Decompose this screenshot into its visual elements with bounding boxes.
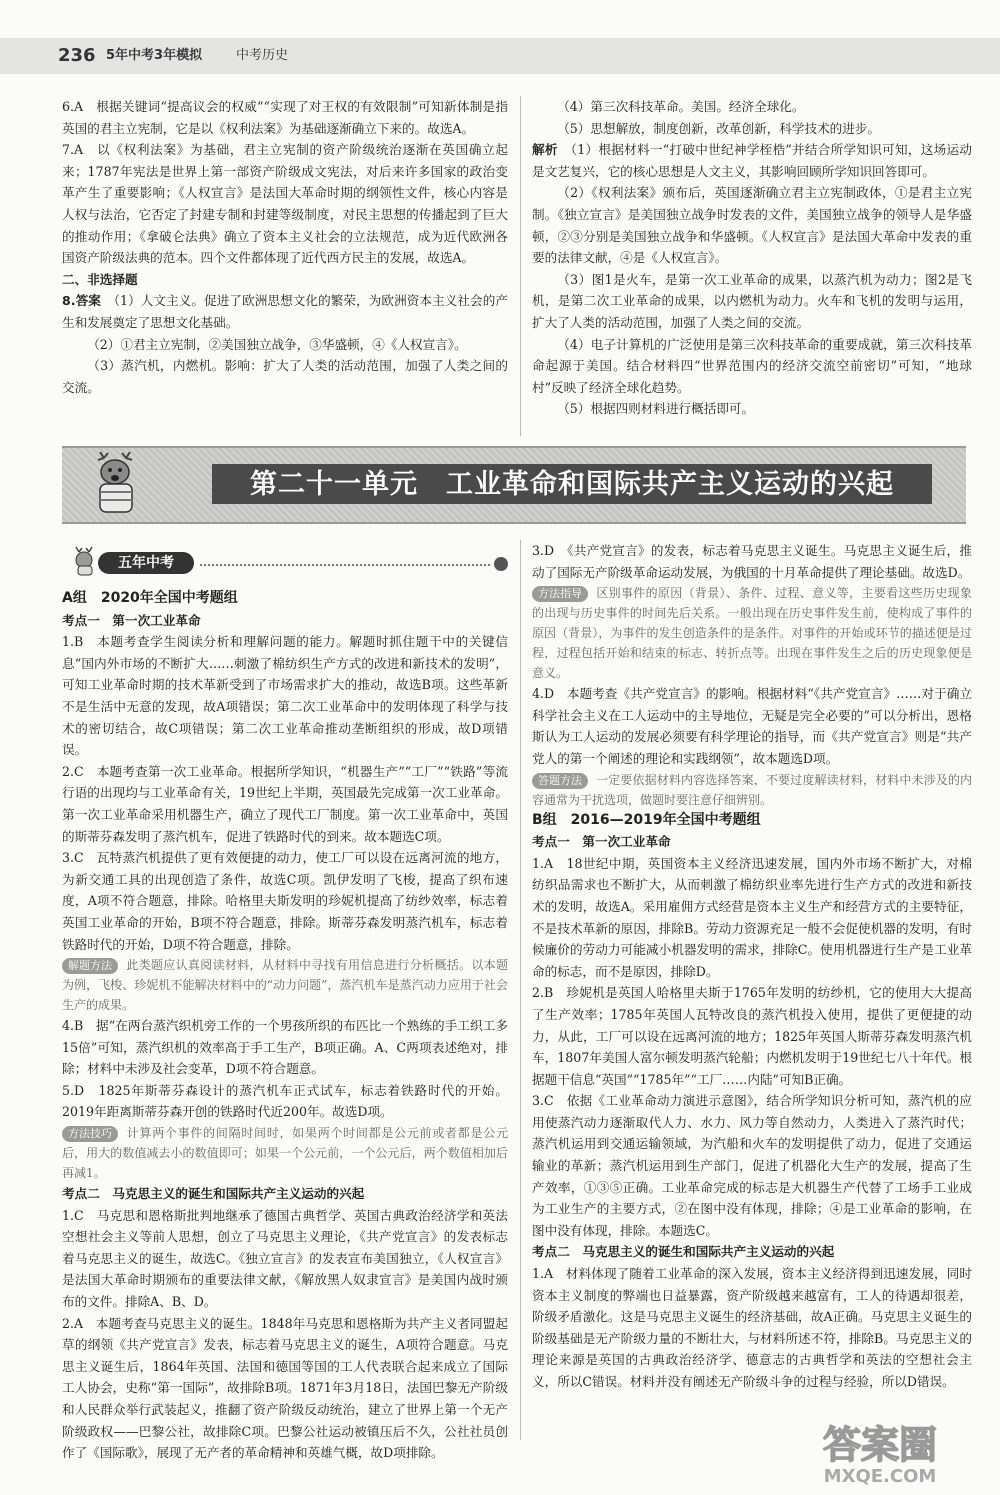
tip-box — [62, 1123, 508, 1183]
question-item: 4.D 本题考查《共产党宣言》的影响。根据材料“《共产党宣言》……对于确立科学社会主义在工人运动中的主导地位，无疑是完全必要的”可以分析出，恩格斯认为工人运动的发展必须要有科学理论的指导，而《共产党宣言》则是“共产党人的第一个阐述的理论和实践纲领”，故本题选D项。 — [532, 686, 972, 766]
top-left-column — [62, 96, 508, 398]
column-divider — [520, 540, 521, 1440]
five-year-label: 五年中考 — [118, 555, 174, 571]
q8-label: 8.答案 — [62, 293, 101, 309]
question-item: 2.C 本题考查第一次工业革命。根据所学知识，“机器生产”“工厂”“铁路”等流行语的出现均与工业革命有关，19世纪上半期，英国最先完成第一次工业革命。第一次工业革命采用机器生产，确立了现代工厂制度。第一次工业革命中，英国的斯蒂芬森发明了蒸汽机车，促进了铁路时代的到来。故本题选C项。 — [62, 763, 508, 844]
tip-badge: 解题方法 — [62, 958, 118, 974]
subject-label: 中考历史 — [236, 48, 289, 63]
question-item: 1.A 材料体现了随着工业革命的深入发展，资本主义经济得到迅速发展，同时资本主义制度的弊端也日益暴露，资产阶级越来越富有，工人的待遇却很差，阶级矛盾激化。这是马克思主义诞生的经济基础，故A正确。马克思主义诞生的阶级基础是无产阶级力量的不断壮大，与材料所述不符，排除B。马克思主义的理论来源是英国的古典政治经济学、德意志的古典哲学和英法的空想社会主义，所以C错误。材料并没有阐述无产阶级斗争的过程与经验，所以D错误。 — [532, 1266, 972, 1389]
exam-point-1: 考点一 第一次工业革命 — [532, 834, 671, 850]
question-item: 2.B 珍妮机是英国人哈格里夫斯于1765年发明的纺纱机，它的使用大大提高了生产效率；1785年英国人瓦特改良的蒸汽机投入使用，提供了更便捷的动力，从此，工厂可以设在远离河流的地方；1825年英国人斯蒂芬森发明蒸汽机车，1807年美国人富尔顿发明蒸汽轮船；内燃机发明于19世纪七八十年代。根据题干信息“英国”“1785年”“工厂……内陆”可知B正确。 — [532, 985, 972, 1087]
analysis-line: （1）根据材料一“打破中世纪神学桎梏”并结合所学知识可知，这场运动是文艺复兴，它的核心思想是人文主义，其影响回顾所学知识回答即可。 — [532, 142, 972, 179]
rule-end-dot — [494, 557, 508, 571]
group-title-b: B组 2016—2019年全国中考题组 — [532, 811, 761, 828]
q8-line — [62, 290, 508, 333]
exam-point-1: 考点一 第一次工业革命 — [62, 612, 201, 628]
tip-badge: 方法指导 — [532, 586, 588, 602]
question-item: 2.A 本题考查马克思主义的诞生。1848年马克思和恩格斯为共产主义者同盟起草的纲领《共产党宣言》发表，标志着马克思主义的诞生，A项符合题意。马克思主义诞生后，1864年英国、法国和德国等国的工人代表联合起来成立了国际工人协会，史称“第一国际”，故排除B项。1871年3月18日，法国巴黎无产阶级和人民群众举行武装起义，推翻了资产阶级反动统治，建立了世界上第一个无产阶级政权——巴黎公社，故排除C项。巴黎公社运动被镇压后不久，公社社员创作了《国际歌》，展现了无产者的革命精神和英雄气概，故D项排除。 — [62, 1315, 508, 1461]
exam-point-2: 考点二 马克思主义的诞生和国际共产主义运动的兴起 — [532, 1244, 835, 1260]
question-item: 3.D 《共产党宣言》的发表，标志着马克思主义诞生。马克思主义诞生后，推动了国际无产阶级革命运动发展，为俄国的十月革命提供了理论基础。故选D。 — [532, 543, 972, 580]
tip-badge: 方法技巧 — [62, 1126, 118, 1142]
analysis-label: 解析 — [532, 142, 558, 158]
tip-text: 一定要依据材料内容选择答案，不要过度解读材料，材料中未涉及的内容通常为干扰选项，做题时要注意仔细辨别。 — [532, 772, 972, 807]
q8-line-3: （3）蒸汽机，内燃机。影响：扩大了人类的活动范围，加强了人类之间的交流。 — [62, 358, 508, 395]
answer-item: 7.A 以《权利法案》为基础，君主立宪制的资产阶级统治逐渐在英国确立起来；1787年宪法是世界上第一部资产阶级成文宪法，对后来许多国家的政治变革产生了重要影响；《人权宣言》是法国大革命时期的纲领性文件，核心内容是人权与法治，它否定了封建专制和封建等级制度，对民主思想的传播起到了巨大的推动作用；《拿破仑法典》确立了资本主义社会的立法规范，成为近代欧洲各国资产阶级法典的范本。四个文件都体现了近代西方民主的发展，故选A。 — [62, 142, 508, 266]
watermark-logo — [770, 1418, 990, 1488]
tip-box — [532, 583, 972, 683]
unit-banner — [62, 446, 966, 524]
exam-point-2: 考点二 马克思主义的诞生和国际共产主义运动的兴起 — [62, 1186, 365, 1202]
section-heading: 二、非选择题 — [62, 271, 138, 287]
deer-mascot-icon — [82, 452, 162, 518]
deer-small-icon — [70, 546, 100, 576]
five-year-banner — [70, 546, 510, 576]
bottom-left-column — [62, 588, 508, 1464]
dotted-rule — [200, 564, 490, 566]
question-item: 3.C 依据《工业革命动力演进示意图》，结合所学知识分析可知，蒸汽机的应用使蒸汽动力逐渐取代人力、水力、风力等自然动力，人类进入了蒸汽时代；蒸汽机运用到交通运输领域，为汽船和火车的发明提供了动力，促进了交通运输业的革新；蒸汽机运用到生产部门，促进了机器化大生产的发展，提高了生产效率，①③⑤正确。工业革命完成的标志是大机器生产代替了工场手工业成为工业生产的主要方式，②在图中没有体现，排除；④是工业革命的影响，在图中没有体现，排除。本题选C。 — [532, 1093, 972, 1238]
question-item: 3.C 瓦特蒸汽机提供了更有效便捷的动力，使工厂可以设在远离河流的地方，为新交通工具的出现创造了条件，故选C项。凯伊发明了飞梭，提高了织布速度，A项不符合题意，排除。哈格里夫斯发明的珍妮机提高了纺纱效率，标志着英国工业革命的开始，B项不符合题意，排除。斯蒂芬森发明蒸汽机车，标志着铁路时代的开始，D项不符合题意，排除。 — [62, 850, 508, 952]
answer-line: （5）思想解放，制度创新，改革创新，科学技术的进步。 — [557, 120, 881, 136]
question-item: 1.B 本题考查学生阅读分析和理解问题的能力。解题时抓住题干中的关键信息“国内外市场的不断扩大……刺激了棉纺织生产方式的改进和新技术的发明”，可知工业革命时期的技术革新受到了市场需求扩大的推动，故选B项。这些革新不是生活中无意的发现，故A项错误；第二次工业革命中的发明体现了科学与技术的密切结合，故C项错误；第二次工业革命推动垄断组织的形成，故D项错误。 — [62, 634, 508, 758]
question-item: 4.B 据“在两台蒸汽织机旁工作的一个男孩所织的布匹比一个熟练的手工织工多15倍”可知，蒸汽织机的效率高于手工生产，B项正确。A、C两项表述绝对，排除；材料中未涉及社会变革，D项不符合题意。 — [62, 1018, 508, 1077]
page-number: 236 — [58, 45, 96, 66]
top-right-column — [532, 96, 972, 420]
analysis-line: （2）《权利法案》颁布后，英国逐渐确立君主立宪制政体，①是君主立宪制。《独立宣言》是美国独立战争时发表的文件，美国独立战争的领导人是华盛顿，②③分别是美国独立战争和华盛顿。《人权宣言》是法国大革命中发表的重要的法律文献，④是《人权宣言》。 — [532, 185, 972, 266]
analysis-line: （4）电子计算机的广泛使用是第三次科技革命的重要成就，第三次科技革命起源于美国。结合材料四“世界范围内的经济交流空前密切”可知，“地球村”反映了经济全球化趋势。 — [532, 336, 972, 395]
tip-text: 计算两个事件的间隔时间时，如果两个时间都是公元前或者都是公元后，用大的数值减去小的数值即可；如果一个公元前，一个公元后，两个数值相加后再减1。 — [62, 1126, 508, 1181]
analysis-line: （3）图1是火车，是第一次工业革命的成果，以蒸汽机为动力；图2是飞机，是第二次工业革命的成果，以内燃机为动力。火车和飞机的发明与运用，扩大了人类的活动范围，加强了人类之间的交流。 — [532, 271, 972, 330]
column-divider — [520, 96, 521, 436]
tip-badge: 答题方法 — [532, 773, 588, 789]
q8-line-2: （2）①君主立宪制，②美国独立战争，③华盛顿，④《人权宣言》。 — [87, 336, 467, 352]
group-title-a: A组 2020年全国中考题组 — [62, 590, 238, 606]
question-item: 1.C 马克思和恩格斯批判地继承了德国古典哲学、英国古典政治经济学和英法空想社会主义等前人思想，创立了马克思主义理论，《共产党宣言》的发表标志着马克思主义的诞生，故选C。《独立宣言》的发表宣布美国独立，《人权宣言》是法国大革命时期颁布的重要法律文献，《解放黑人奴隶宣言》是美国内战时颁布的文件。排除A、B、D。 — [62, 1207, 508, 1310]
book-title: 5年中考3年模拟 — [106, 48, 203, 63]
tip-box — [62, 955, 508, 1015]
tip-text: 此类题应认真阅读材料，从材料中寻找有用信息进行分析概括。以本题为例，飞梭、珍妮机不能解决材料中的“动力问题”，蒸汽机车是蒸汽动力应用于社会生产的成果。 — [62, 958, 508, 1013]
unit-title: 第二十一单元 工业革命和国际共产主义运动的兴起 — [250, 469, 894, 500]
bottom-right-column — [532, 540, 972, 1393]
analysis-line: （5）根据四则材料进行概括即可。 — [557, 401, 755, 417]
answer-line: （4）第三次科技革命。美国。经济全球化。 — [557, 99, 805, 114]
question-item: 1.A 18世纪中期，英国资本主义经济迅速发展，国内外市场不断扩大，对棉纺织品需求也不断扩大，从而刺激了棉纺织业率先进行生产方式的改进和新技术的发明，故选A。采用雇佣方式经营是资本主义生产和经营方式的主要特征，不是技术革新的原因，排除B。劳动力资源充足一般不会促使机器的发明，有时候廉价的劳动力可能减小机器发明的需求，排除C。使用机器进行生产是工业革命的标志，而不是原因，排除D。 — [532, 855, 972, 979]
q8-line-1: （1）人文主义。促进了欧洲思想文化的繁荣，为欧洲资本主义社会的产生和发展奠定了思想文化基础。 — [62, 293, 508, 330]
question-item: 5.D 1825年斯蒂芬森设计的蒸汽机车正式试车，标志着铁路时代的开始。2019年距离斯蒂芬森开创的铁路时代近200年。故选D项。 — [62, 1082, 508, 1120]
tip-text: 区别事件的原因（背景）、条件、过程、意义等，主要看这些历史现象的出现与历史事件的时间先后关系。一般出现在历史事件发生前，使构成了事件的原因（背景），为事件的发生创造条件的是条件。对事件的开始或环节的描述便是过程，过程包括开始和结束的标志、转折点等。出现在事件发生之后的历史现象便是意义。 — [532, 586, 972, 681]
tip-box — [532, 770, 972, 810]
answer-item: 6.A 根据关键词“提高议会的权威”“实现了对王权的有效限制”可知新体制是指英国的君主立宪制，它是以《权利法案》为基础逐渐确立下来的。故选A。 — [62, 99, 508, 136]
watermark-main-text: 答案圈 — [822, 1423, 938, 1467]
watermark-sub-text: MXQE.COM — [823, 1466, 937, 1487]
